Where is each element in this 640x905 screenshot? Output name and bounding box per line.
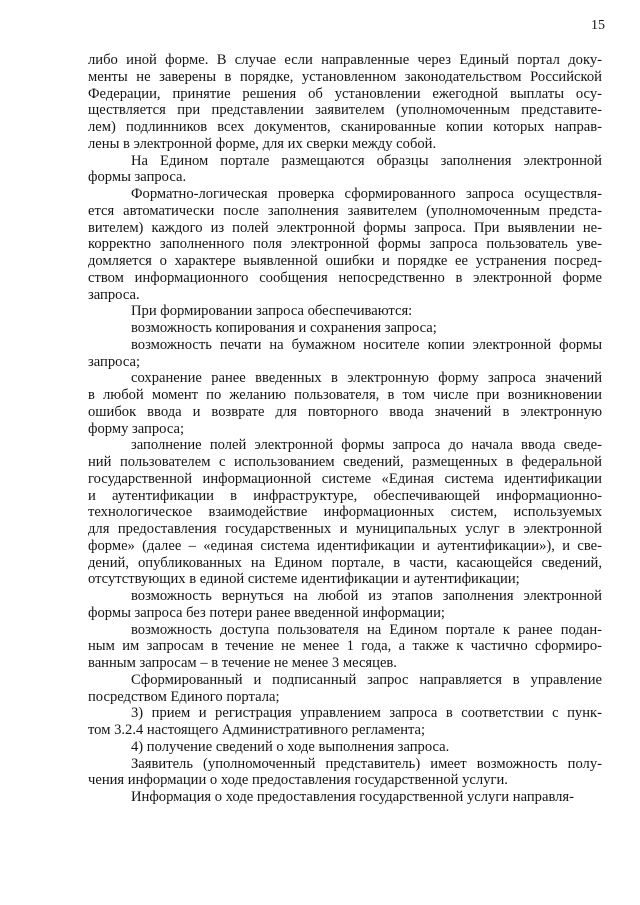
text-line: лем) подлинников всех документов, сканированные копии которых направ- xyxy=(88,119,602,135)
text-line: Заявитель (уполномоченный представитель) имеет возможность полу- xyxy=(131,755,602,772)
paragraph xyxy=(88,370,602,437)
paragraph xyxy=(88,672,602,706)
text-line: При формировании запроса обеспечиваются: xyxy=(131,303,413,320)
text-line: сохранение ранее введенных в электронную форму запроса значений xyxy=(131,370,602,387)
page-number: 15 xyxy=(591,18,605,33)
text-line: ным им запросам в течение не менее 1 года, а также к частично сформиро- xyxy=(88,638,602,655)
text-line: государственной информационной системе «Единая система идентификации xyxy=(88,470,602,487)
paragraph xyxy=(88,588,602,622)
text-line: ванным запросам – в течение не менее 3 месяцев. xyxy=(88,655,397,671)
text-line: 3) прием и регистрация управлением запроса в соответствии с пунк- xyxy=(131,705,602,722)
paragraph xyxy=(88,622,602,672)
text-line: Информация о ходе предоставления государственной услуги направля- xyxy=(131,789,574,805)
text-line: форме» (далее – «единая система идентификации и аутентификации»), и све- xyxy=(88,537,602,554)
text-line: домляется о характере выявленной ошибки и порядке ее устранения посред- xyxy=(88,253,602,269)
text-line: возможность копирования и сохранения запроса; xyxy=(131,320,437,336)
text-line: формы запроса. xyxy=(88,169,187,186)
text-line: запроса. xyxy=(88,286,140,303)
text-line: Федерации, принятие решения об установлении ежегодной выплаты осу- xyxy=(88,85,602,102)
text-line: технологическое взаимодействие информационных систем, используемых xyxy=(88,504,602,521)
text-line: и аутентификации в инфраструктуре, обеспечивающей информационно- xyxy=(88,487,602,504)
text-line: ошибок ввода и возврате для повторного ввода значений в электронную xyxy=(88,403,602,420)
text-line: Сформированный и подписанный запрос направляется в управление xyxy=(131,671,602,688)
text-line: либо иной форме. В случае если направленные через Единый портал доку- xyxy=(88,52,602,68)
text-line: На Едином портале размещаются образцы заполнения электронной xyxy=(131,152,602,169)
text-line: ется автоматически после заполнения заявителем (уполномоченным предста- xyxy=(88,202,602,219)
paragraph xyxy=(88,337,602,371)
paragraph xyxy=(88,705,602,739)
text-line: ществляется при представлении заявителем (уполномоченным представите- xyxy=(88,102,602,119)
text-line: возможность печати на бумажном носителе копии электронной формы xyxy=(131,336,602,353)
paragraph xyxy=(88,756,602,790)
text-line: 4) получение сведений о ходе выполнения запроса. xyxy=(131,738,450,755)
text-line: том 3.2.4 настоящего Административного регламента; xyxy=(88,722,426,738)
paragraph xyxy=(88,320,602,337)
paragraph xyxy=(88,739,602,756)
text-line: для предоставления государственных и муниципальных услуг в электронной xyxy=(88,521,602,537)
text-line: возможность вернуться на любой из этапов заполнения электронной xyxy=(131,588,602,604)
text-line: корректно заполненного поля электронной формы запроса пользователь уве- xyxy=(88,236,602,253)
text-line: отсутствующих в единой системе идентификации и аутентификации; xyxy=(88,571,520,588)
text-line: запроса; xyxy=(88,353,141,370)
text-line: лены в электронной форме, для их сверки между собой. xyxy=(88,135,437,152)
paragraph xyxy=(88,303,602,320)
text-line: чения информации о ходе предоставления государственной услуги. xyxy=(88,772,508,789)
text-line: вителем) каждого из полей электронной формы запроса. При выявлении не- xyxy=(88,219,602,236)
text-line: в любой момент по желанию пользователя, в том числе при возникновении xyxy=(88,387,602,403)
paragraph xyxy=(88,52,602,153)
text-line: ний пользователем с использованием сведений, размещенных в федеральной xyxy=(88,454,602,470)
text-line: менты не заверены в порядке, установленном законодательством Российской xyxy=(88,68,602,85)
paragraph xyxy=(88,437,602,588)
paragraph xyxy=(88,789,602,806)
text-line: заполнение полей электронной формы запроса до начала ввода сведе- xyxy=(131,437,602,454)
text-line: форму запроса; xyxy=(88,420,185,437)
text-line: Форматно-логическая проверка сформированного запроса осуществля- xyxy=(131,186,602,202)
text-line: возможность доступа пользователя на Едином портале к ранее подан- xyxy=(131,621,602,638)
text-line: дений, опубликованных на Едином портале, в части, касающейся сведений, xyxy=(88,554,602,571)
paragraph xyxy=(88,153,602,187)
text-line: посредством Единого портала; xyxy=(88,688,280,705)
text-line: ством информационного сообщения непосредственно в электронной форме xyxy=(88,269,602,286)
paragraph xyxy=(88,186,602,303)
text-line: формы запроса без потери ранее введенной информации; xyxy=(88,604,445,621)
document-body xyxy=(88,52,602,806)
